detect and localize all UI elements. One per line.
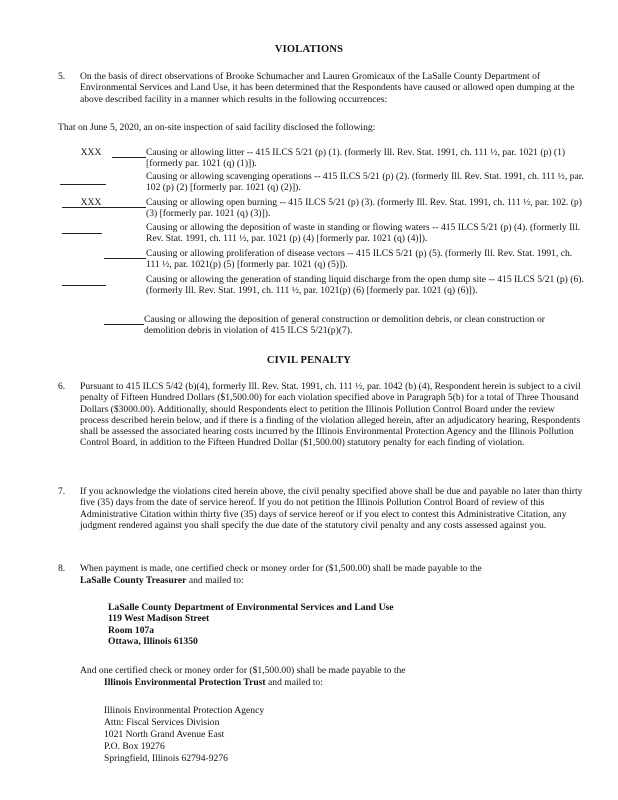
- violation-blank-3: [62, 207, 146, 208]
- violation-item-2: Causing or allowing scavenging operations -- 415 ILCS 5/21 (p) (2). (formerly Ill. Rev. Stat. 1991, ch. 111 ½, par. 102 (p) (2) [formerly par. 1021 (q) (2)]).: [146, 171, 584, 194]
- violation-item-6: Causing or allowing the generation of standing liquid discharge from the open dump site -- 415 ILCS 5/21 (p) (6). (formerly Ill. Rev. Stat. 1991, ch. 111 ½, par. 1021(p) (6) [formerly par. 1021 (q) (6)]).: [146, 274, 584, 297]
- violation-item-3: Causing or allowing open burning -- 415 ILCS 5/21 (p) (3). (formerly Ill. Rev. Stat. 1991, ch. 111 ½, par. 102. (p) (3) [formerly par. 1021 (q) (3)]).: [146, 197, 582, 220]
- violations-heading: VIOLATIONS: [274, 44, 344, 55]
- payee-2-mailed: and mailed to:: [265, 677, 323, 688]
- item-6-text: Pursuant to 415 ILCS 5/42 (b)(4), formerly Ill. Rev. Stat. 1991, ch. 111 ½, par. 1042 (b) (4), Respondent herein is subject to a civil penalty of Fifteen Hundred Dollars ($1,500.00) for each violation specified above in Paragraph 5(b) for a total of Three Thousand Dollars ($3000.00). Additionally, should Respondents elect to petition the Illinois Pollution Control Board under the review process described herein below, and if there is a finding of the violation alleged herein, after an adjudicatory hearing, Respondents shall be assessed the associated hearing costs incurred by the Illinois Environmental Protection Agency and the Illinois Pollution Control Board, in addition to the Fifteen Hundred Dollar ($1,500.00) statutory penalty for each finding of violation.: [80, 381, 581, 449]
- violation-mark-1: XXX: [80, 147, 102, 158]
- payee-1-line: [80, 575, 584, 586]
- violation-blank-2: [60, 184, 106, 185]
- address-2: [104, 705, 584, 765]
- violation-blank-5: [104, 258, 146, 259]
- item-8-number: 8.: [58, 563, 66, 574]
- violation-blank-1: [112, 157, 146, 158]
- item-5-number: 5.: [58, 71, 66, 82]
- payee-2-line: [104, 677, 584, 688]
- address-2-line-5: Springfield, Illinois 62794-9276: [104, 753, 228, 764]
- address-1-line-1: LaSalle County Department of Environmental Services and Land Use: [108, 602, 394, 613]
- payee-1: LaSalle County Treasurer: [80, 575, 187, 586]
- item-6-number: 6.: [58, 381, 66, 392]
- violation-blank-6: [62, 285, 106, 286]
- violation-item-7: Causing or allowing the deposition of general construction or demolition debris, or clean construction or demolition debris in violation of 415 ILCS 5/21(p)(7).: [144, 314, 545, 337]
- violation-mark-3: XXX: [80, 197, 102, 208]
- address-2-line-3: 1021 North Grand Avenue East: [104, 729, 225, 740]
- item-7-number: 7.: [58, 486, 66, 497]
- address-1-line-4: Ottawa, Illinois 61350: [108, 635, 198, 647]
- payee-1-mailed: and mailed to:: [186, 575, 244, 586]
- violation-item-1: Causing or allowing litter -- 415 ILCS 5/21 (p) (1). (formerly Ill. Rev. Stat. 1991, ch. 111 ½, par. 1021 (p) (1) [formerly par. 1021 (q) (1)]).: [146, 147, 566, 170]
- item-5-text: On the basis of direct observations of Brooke Schumacher and Lauren Gromicaux of the LaSalle County Department of Environmental Services and Land Use, it has been determined that the Respondents have caused or allowed open dumping at the above described facility in a manner which results in the following occurrences:: [80, 71, 575, 105]
- address-2-line-2: Attn: Fiscal Services Division: [104, 717, 220, 728]
- civil-penalty-heading: CIVIL PENALTY: [266, 355, 352, 366]
- violation-blank-7: [104, 324, 144, 325]
- violation-blank-4: [62, 233, 102, 234]
- address-1: [108, 602, 588, 647]
- violation-item-5: Causing or allowing proliferation of disease vectors -- 415 ILCS 5/21 (p) (5). (formerly Ill. Rev. Stat. 1991, ch. 111 ½, par. 1021(p) (5) [formerly par. 1021 (q) (5)]).: [146, 248, 573, 271]
- address-2-line-1: Illinois Environmental Protection Agency: [104, 705, 265, 716]
- item-7-text: If you acknowledge the violations cited herein above, the civil penalty specified above shall be due and payable no later than thirty five (35) days from the date of service hereof. If you do not petition the Illinois Pollution Control Board of review of this Administrative Citation within thirty five (35) days of service hereof or if you elect to contest this Administrative Citation, any judgment rendered against you shall specify the due date of the statutory civil penalty and any costs assessed against you.: [80, 486, 583, 531]
- violation-item-4: Causing or allowing the deposition of waste in standing or flowing waters -- 415 ILCS 5/21 (p) (4). (formerly Ill. Rev. Stat. 1991, ch. 111 ½, par. 1021 (p) (4) [formerly par. 1021 (q) (4)]).: [146, 222, 581, 245]
- payment-line-1: When payment is made, one certified check or money order for ($1,500.00) shall be made payable to the: [80, 563, 482, 574]
- payment-line-2: And one certified check or money order for ($1,500.00) shall be made payable to the: [80, 665, 406, 676]
- address-1-line-2: 119 West Madison Street: [108, 613, 210, 625]
- address-2-line-4: P.O. Box 19276: [104, 741, 165, 752]
- inspection-statement: That on June 5, 2020, an on-site inspection of said facility disclosed the following:: [58, 122, 376, 133]
- address-1-line-3: Room 107a: [108, 624, 155, 636]
- payee-2: Illinois Environmental Protection Trust: [104, 677, 266, 688]
